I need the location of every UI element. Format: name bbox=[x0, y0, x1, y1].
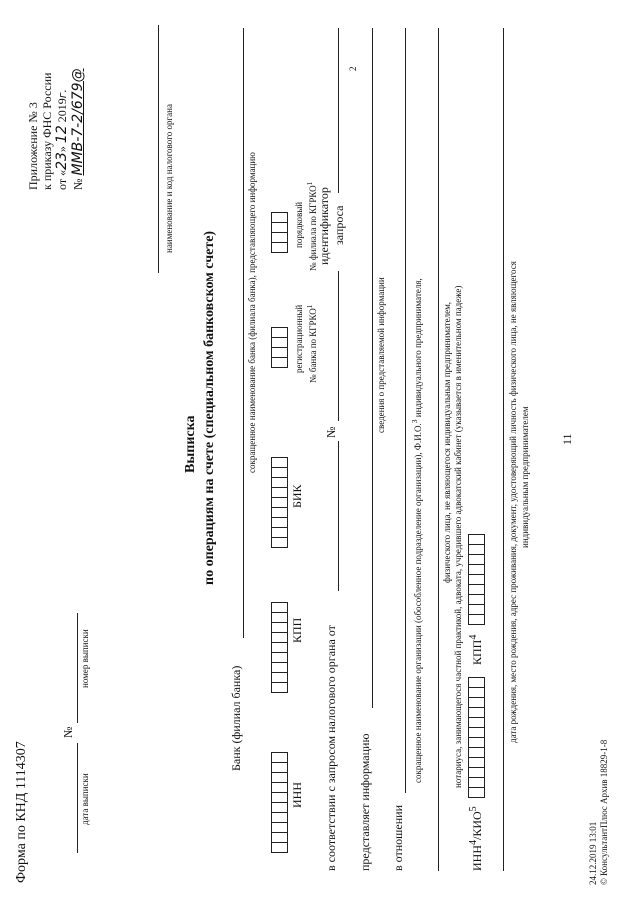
bank-kpp-label: КПП bbox=[290, 617, 304, 643]
regarding-kpp-label: КПП$^4$ bbox=[468, 634, 484, 665]
extract-number-sign: № bbox=[61, 726, 75, 738]
bank-reg-caption-1: регистрационный bbox=[294, 304, 304, 373]
appendix-date: от «23» 12 2019г. bbox=[54, 88, 70, 190]
bank-branch-number-boxes[interactable] bbox=[271, 213, 288, 253]
form-subtitle: по операциям на счете (специальном банковском счете) bbox=[202, 230, 217, 585]
bank-bik-boxes[interactable] bbox=[271, 458, 288, 548]
bank-reg-number-boxes[interactable] bbox=[271, 328, 288, 368]
request-id-caption-2: запроса bbox=[332, 205, 346, 245]
regarding-bottom-caption-1: дата рождения, место рождения, адрес проживания, документ, удостоверяющий личность физического лица, не являющегося bbox=[508, 261, 518, 743]
request-label: в соответствии с запросом налогового органа от bbox=[324, 625, 338, 871]
rotated-form-sheet bbox=[8, 13, 618, 893]
bank-name-line bbox=[243, 28, 244, 638]
form-title: Выписка bbox=[183, 415, 198, 473]
regarding-line-3 bbox=[503, 28, 504, 871]
regarding-person-caption-1: физического лица, не являющегося индивидуальным предпринимателем, bbox=[442, 301, 452, 583]
bank-name-caption: сокращенное наименование банка (филиала банка), представляющего информацию bbox=[247, 152, 257, 473]
regarding-line bbox=[405, 28, 406, 793]
request-number-sign: № bbox=[324, 426, 338, 438]
extract-number-line bbox=[77, 613, 78, 723]
provides-line bbox=[372, 28, 373, 708]
bank-branch-caption-2: № филиала по КГРКО$^1$ bbox=[305, 181, 318, 271]
request-number-line bbox=[338, 271, 339, 421]
extract-number-caption: номер выписки bbox=[80, 629, 90, 688]
bank-inn-label: ИНН bbox=[290, 782, 304, 808]
bank-label: Банк (филиал банка) bbox=[229, 665, 243, 771]
page-number: 11 bbox=[560, 433, 574, 445]
footer-stamp-1: 24.12.2019 13:01 bbox=[588, 821, 598, 885]
provides-label: представляет информацию bbox=[358, 733, 372, 871]
extract-date-caption: дата выписки bbox=[80, 773, 90, 825]
bank-kpp-boxes[interactable] bbox=[271, 603, 288, 693]
regarding-org-caption: сокращенное наименование организации (обособленное подразделение организации), Ф.И.О.$^3$ индивидуального предпринимателя, bbox=[410, 278, 423, 783]
regarding-line-2 bbox=[438, 28, 439, 871]
request-date-line bbox=[338, 441, 339, 591]
request-id-caption-1: идентификатор bbox=[317, 187, 331, 265]
bank-branch-caption-1: порядковый bbox=[294, 201, 304, 248]
extract-date-line bbox=[77, 743, 78, 853]
bank-reg-caption-2: № банка по КГРКО$^1$ bbox=[305, 304, 318, 383]
footer-stamp-2: © КонсультантПлюс Архив 18829-1-8 bbox=[599, 739, 609, 885]
provides-caption: сведения о представляемой информации bbox=[376, 277, 386, 433]
page-number-side: 2 bbox=[348, 66, 358, 71]
inn-kio-boxes[interactable] bbox=[468, 678, 485, 798]
appendix-order: к приказу ФНС России bbox=[40, 72, 54, 190]
regarding-person-caption-2: нотариуса, занимающегося частной практикой, адвоката, учредившего адвокатский кабинет (указывается в именительном падеже) bbox=[453, 285, 463, 788]
tax-authority-caption: наименование и код налогового органа bbox=[164, 104, 174, 253]
bank-bik-label: БИК bbox=[290, 484, 304, 508]
tax-authority-line bbox=[158, 25, 159, 273]
regarding-kpp-boxes[interactable] bbox=[468, 535, 485, 625]
form-knd-code: Форма по КНД 1114307 bbox=[14, 741, 29, 883]
regarding-bottom-caption-2: индивидуальным предпринимателем bbox=[520, 406, 530, 548]
appendix-title: Приложение № 3 bbox=[26, 102, 40, 190]
bank-inn-boxes[interactable] bbox=[271, 753, 288, 853]
request-id-line bbox=[338, 28, 339, 193]
inn-kio-label: ИНН$^4$/КИО$^5$ bbox=[468, 806, 484, 871]
regarding-label: в отношении bbox=[391, 804, 405, 871]
appendix-number: № ММВ-7-2/679@ bbox=[70, 68, 86, 190]
